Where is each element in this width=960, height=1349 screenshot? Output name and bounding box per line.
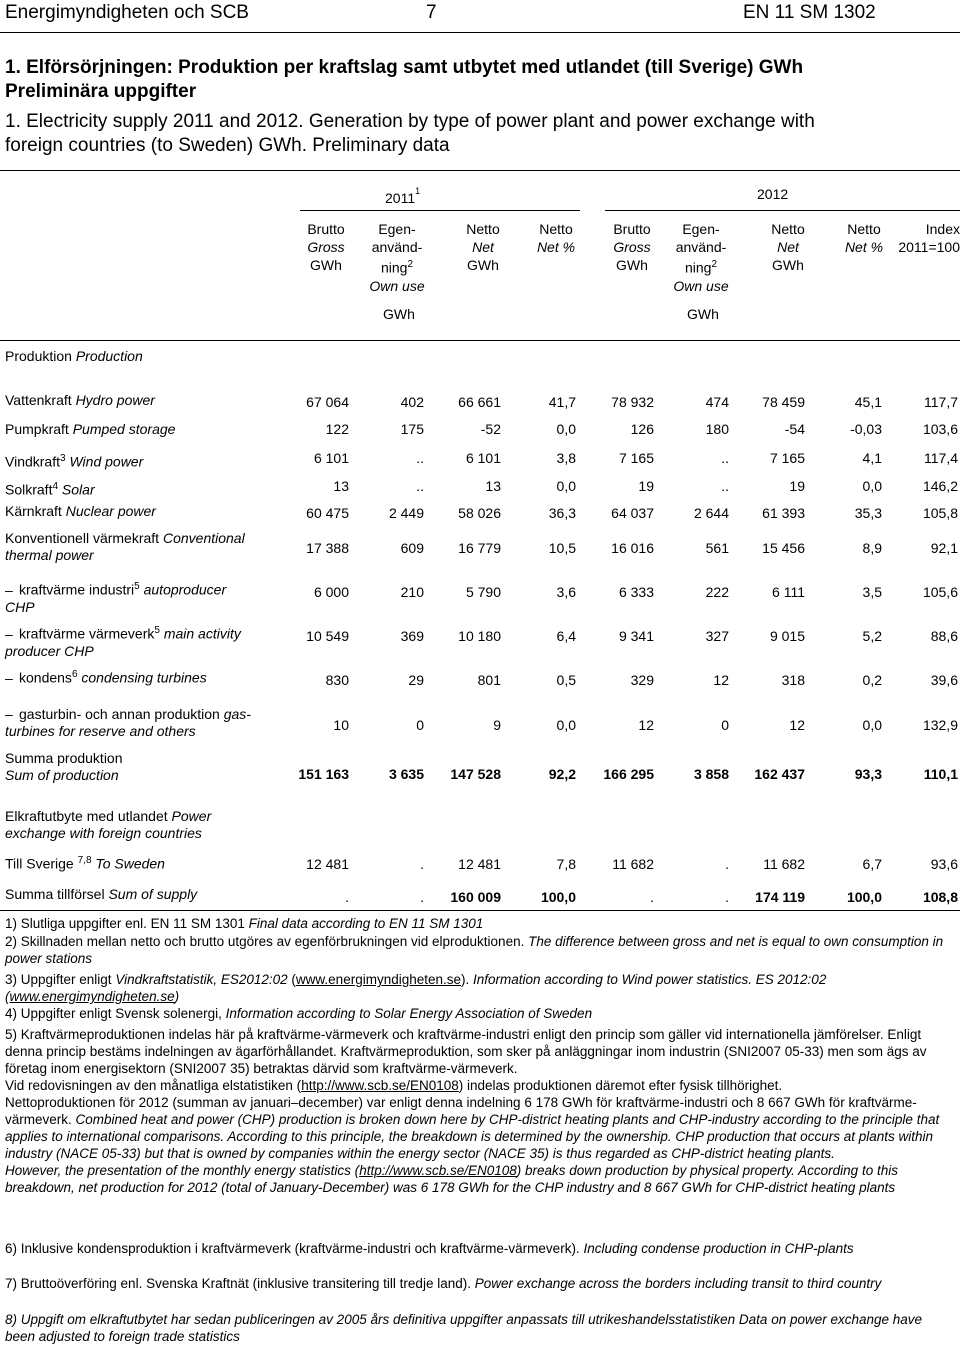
table-cell: 6,7 bbox=[862, 856, 882, 872]
footnote-text-en: Including condense production in CHP-plants bbox=[583, 1241, 854, 1256]
row-label bbox=[5, 503, 265, 520]
table-cell: 45,1 bbox=[854, 394, 882, 410]
table-cell: 7 165 bbox=[769, 450, 805, 466]
footnote-6 bbox=[5, 1240, 953, 1257]
col-label: Egen- bbox=[682, 221, 720, 237]
table-cell: 103,6 bbox=[922, 421, 958, 437]
table-cell: 609 bbox=[400, 540, 424, 556]
footnote-text: ( bbox=[287, 972, 296, 987]
row-note: 4 bbox=[52, 481, 59, 492]
row-label bbox=[5, 530, 270, 564]
footnote-4 bbox=[5, 1005, 953, 1022]
table-cell: . bbox=[345, 889, 349, 905]
title-en-line2: foreign countries (to Sweden) GWh. Preliminary data bbox=[5, 135, 450, 156]
row-label-sv: Konventionell värmekraft bbox=[5, 530, 163, 546]
row-label-sv: Vattenkraft bbox=[5, 392, 76, 408]
row-label bbox=[5, 808, 260, 842]
table-cell: 6 111 bbox=[772, 584, 805, 600]
table-cell: 162 437 bbox=[754, 766, 805, 782]
footnote-text-en: Information according to Wind power statistics. ES 2012:02 ( bbox=[5, 972, 827, 1004]
table-cell: 151 163 bbox=[298, 766, 349, 782]
indent-dash: – bbox=[5, 625, 13, 642]
energimyndigheten-link[interactable]: www.energimyndigheten.se bbox=[295, 972, 462, 987]
table-cell: . bbox=[650, 889, 654, 905]
table-cell: 108,8 bbox=[922, 889, 958, 905]
table-cell: 117,4 bbox=[924, 450, 958, 466]
row-label bbox=[5, 666, 265, 687]
table-cell: 222 bbox=[705, 584, 729, 600]
col-netto-2012 bbox=[760, 220, 816, 274]
table-cell: 474 bbox=[705, 394, 729, 410]
table-cell: . bbox=[725, 889, 729, 905]
col-label: Net bbox=[777, 239, 799, 255]
table-cell: 6 333 bbox=[618, 584, 654, 600]
row-label bbox=[5, 886, 265, 903]
title-sv-line1: 1. Elförsörjningen: Produktion per kraftslag samt utbytet med utlandet (till Sverige) GWh bbox=[5, 57, 804, 78]
row-note: 6 bbox=[71, 669, 78, 680]
table-cell: .. bbox=[721, 450, 729, 466]
footnote-text: 8) Uppgift om elkraftutbytet har sedan publiceringen av 2005 års definitiva uppgifter anpassats till utrikeshandelsstatistiken bbox=[5, 1312, 739, 1327]
footnote-text: 5) Kraftvärmeproduktionen indelas här på kraftvärme-värmeverk och kraftvärme-industri enligt den princip som gäller vid internationella jämförelser. Enligt denna princip bestäms indelningen av ägarförhållandet. Kraftvärmeproduktion, som sker på anläggningar inom industrin (SNI2007 05-33) men som ägs av företag inom energisektorn (SNI2007 35) betraktas därvid som kraftvärme-värmeverk. bbox=[5, 1027, 927, 1076]
table-cell: 67 064 bbox=[306, 394, 349, 410]
section-production bbox=[5, 348, 143, 364]
title-en-line1: 1. Electricity supply 2011 and 2012. Generation by type of power plant and power exchange with bbox=[5, 111, 815, 132]
row-label bbox=[5, 421, 265, 438]
table-cell: 15 456 bbox=[762, 540, 805, 556]
footnote-2 bbox=[5, 933, 953, 967]
table-cell: 13 bbox=[485, 478, 501, 494]
col-label-ning bbox=[666, 256, 736, 277]
table-cell: 122 bbox=[325, 421, 349, 437]
table-cell: 0,0 bbox=[556, 717, 576, 733]
table-cell: 92,1 bbox=[930, 540, 958, 556]
footnote-text-en: The difference between gross and net is equal to own consumption in power stations bbox=[5, 934, 944, 966]
col-label: använd- bbox=[675, 239, 727, 255]
row-label-en: Power exchange with foreign countries bbox=[5, 808, 212, 841]
table-cell: 19 bbox=[638, 478, 654, 494]
year-2011-note: 1 bbox=[415, 186, 421, 196]
header-bottom-rule bbox=[0, 340, 960, 341]
table-cell: 0,5 bbox=[556, 672, 576, 688]
row-label-sv: Summa tillförsel bbox=[5, 886, 109, 902]
row-label-sv: Summa produktion bbox=[5, 750, 123, 766]
table-cell: 36,3 bbox=[548, 505, 576, 521]
year-2011-rule bbox=[300, 210, 580, 211]
table-cell: 830 bbox=[325, 672, 349, 688]
col-label: Net bbox=[472, 239, 494, 255]
footnote-text: ). bbox=[461, 972, 474, 987]
table-cell: 8,9 bbox=[862, 540, 882, 556]
col-label: Gross bbox=[307, 239, 345, 255]
section-label-en: Production bbox=[75, 348, 143, 364]
table-cell: 9 341 bbox=[618, 628, 654, 644]
row-label-en: Pumped storage bbox=[72, 421, 176, 437]
row-label bbox=[5, 478, 265, 499]
table-cell: 10 549 bbox=[306, 628, 349, 644]
col-unit: GWh bbox=[467, 257, 499, 273]
footnote-5 bbox=[5, 1026, 953, 1196]
table-cell: 7,8 bbox=[556, 856, 576, 872]
table-cell: 561 bbox=[705, 540, 729, 556]
table-cell: 19 bbox=[789, 478, 805, 494]
table-cell: 3 635 bbox=[388, 766, 424, 782]
table-cell: 0,0 bbox=[862, 478, 882, 494]
footnote-text: 4) Uppgifter enligt Svensk solenergi, bbox=[5, 1006, 226, 1021]
col-brutto-2012 bbox=[604, 220, 660, 274]
row-note: 7,8 bbox=[77, 855, 92, 866]
row-label bbox=[5, 392, 265, 409]
col-label: Brutto bbox=[307, 221, 345, 237]
footnote-5-line3 bbox=[5, 1094, 953, 1162]
table-cell: 147 528 bbox=[450, 766, 501, 782]
row-label-sv: Pumpkraft bbox=[5, 421, 73, 437]
table-cell: 6 101 bbox=[465, 450, 501, 466]
table-cell: .. bbox=[416, 450, 424, 466]
row-label-en: autoproducer CHP bbox=[5, 581, 227, 615]
table-cell: . bbox=[420, 889, 424, 905]
table-cell: .. bbox=[416, 478, 424, 494]
col-note: 2 bbox=[711, 259, 718, 270]
table-cell: 16 779 bbox=[458, 540, 501, 556]
row-label-en: Wind power bbox=[69, 453, 144, 470]
table-cell: 93,6 bbox=[930, 856, 958, 872]
table-cell: 329 bbox=[630, 672, 654, 688]
table-cell: 0,0 bbox=[862, 717, 882, 733]
table-cell: 35,3 bbox=[854, 505, 882, 521]
table-cell: 160 009 bbox=[450, 889, 501, 905]
col-label: Gross bbox=[613, 239, 651, 255]
col-own-use-2011 bbox=[362, 220, 432, 295]
table-cell: 11 682 bbox=[612, 856, 654, 872]
row-label-sv: Solkraft bbox=[5, 481, 53, 498]
table-cell: 12 bbox=[638, 717, 654, 733]
table-cell: 78 932 bbox=[611, 394, 654, 410]
table-cell: 10 180 bbox=[458, 628, 501, 644]
footnote-text: 3) Uppgifter enligt bbox=[5, 972, 116, 987]
col-label: Netto bbox=[771, 221, 805, 237]
row-label-en: Sum of production bbox=[5, 767, 119, 783]
footnote-text-en: However, the presentation of the monthly energy statistics ( bbox=[5, 1163, 360, 1178]
table-cell: 3,6 bbox=[556, 584, 576, 600]
col-netto-2011 bbox=[455, 220, 511, 274]
row-label-en: Hydro power bbox=[75, 392, 155, 408]
table-cell: -0,03 bbox=[850, 421, 882, 437]
table-cell: 12 481 bbox=[458, 856, 501, 872]
row-label bbox=[5, 578, 250, 616]
row-label-en: To Sweden bbox=[95, 855, 165, 872]
table-top-rule bbox=[0, 170, 960, 171]
table-cell: 369 bbox=[400, 628, 424, 644]
row-label-en: condensing turbines bbox=[81, 669, 207, 686]
row-label bbox=[5, 450, 265, 471]
col-label-ning bbox=[362, 256, 432, 277]
footnote-5-line2 bbox=[5, 1077, 953, 1094]
col-own-use-unit-2012: GWh bbox=[687, 306, 719, 322]
title-sv-line2: Preliminära uppgifter bbox=[5, 81, 197, 102]
col-label: Egen- bbox=[378, 221, 416, 237]
table-cell: 100,0 bbox=[540, 889, 576, 905]
table-cell: 17 388 bbox=[306, 540, 349, 556]
col-label: ning bbox=[684, 259, 712, 276]
col-label: Index bbox=[925, 221, 960, 237]
table-cell: 0,2 bbox=[862, 672, 882, 688]
table-bottom-rule bbox=[0, 910, 960, 911]
table-cell: 3 858 bbox=[693, 766, 729, 782]
row-label-en: gas-turbines for reserve and others bbox=[5, 706, 251, 739]
col-unit: GWh bbox=[772, 257, 804, 273]
table-cell: 41,7 bbox=[548, 394, 576, 410]
footnote-text-en: Final data according to EN 11 SM 1301 bbox=[248, 916, 484, 931]
table-cell: 801 bbox=[477, 672, 501, 688]
table-cell: 6 000 bbox=[313, 584, 349, 600]
footnote-1 bbox=[5, 915, 953, 932]
footnote-text: Nettoproduktionen för 2012 (summan av januari–december) var enligt denna indelning 6 178 GWh för kraftvärme-industri och 8 667 GWh för kraftvärme-värmeverk. bbox=[5, 1095, 917, 1127]
table-cell: 126 bbox=[630, 421, 654, 437]
indent-dash: – bbox=[5, 581, 13, 598]
row-label-sv: kraftvärme värmeverk bbox=[19, 625, 155, 642]
table-cell: 6,4 bbox=[556, 628, 576, 644]
footnote-text-en: Power exchange across the borders including transit to third country bbox=[474, 1276, 882, 1291]
col-brutto-2011 bbox=[298, 220, 354, 274]
table-cell: 12 bbox=[789, 717, 805, 733]
row-label-sv: kraftvärme industri bbox=[19, 581, 135, 598]
col-index bbox=[886, 220, 960, 256]
footnote-text-en: Data on power exchange have been adjusted to foreign trade statistics bbox=[5, 1312, 923, 1344]
table-cell: 64 037 bbox=[611, 505, 654, 521]
table-cell: 66 661 bbox=[458, 394, 501, 410]
table-cell: 5,2 bbox=[862, 628, 882, 644]
year-2011-heading bbox=[385, 186, 420, 206]
table-cell: 3,5 bbox=[862, 584, 882, 600]
col-note: 2 bbox=[407, 259, 414, 270]
table-cell: 78 459 bbox=[762, 394, 805, 410]
col-label: ning bbox=[380, 259, 408, 276]
table-cell: 11 682 bbox=[763, 856, 805, 872]
table-cell: 0,0 bbox=[556, 478, 576, 494]
year-2012-rule bbox=[605, 210, 960, 211]
table-cell: 0 bbox=[721, 717, 729, 733]
table-cell: 166 295 bbox=[603, 766, 654, 782]
table-cell: 92,2 bbox=[548, 766, 576, 782]
row-label-sv: Till Sverige bbox=[5, 855, 78, 872]
row-label bbox=[5, 852, 265, 873]
row-label-en: Sum of supply bbox=[108, 886, 198, 902]
table-cell: 210 bbox=[400, 584, 424, 600]
footnote-text-en: ) breaks down production by physical property. According to this breakdown, net production for 2012 (total of January-December) was 6 178 GWh for the CHP industry and 8 667 GWh for CHP-district heating plants bbox=[5, 1163, 898, 1195]
row-label-sv: Kärnkraft bbox=[5, 503, 66, 519]
footnote-text: ) indelas produktionen däremot efter fysisk tillhörighet. bbox=[458, 1078, 783, 1093]
table-cell: 110,1 bbox=[923, 766, 958, 782]
table-cell: 132,9 bbox=[922, 717, 958, 733]
footnote-text-en: Combined heat and power (CHP) production is broken down here by CHP-district heating plants and CHP-industry according to the principle that applies to international comparisons. According to this principle, the breakdown is determined by the ownership. CHP production that occurs at plants within industry (NACE 05-33) but that is owned by companies within the energy sector (NACE 35) is thus regarded as CHP-district heating plants. bbox=[5, 1112, 940, 1161]
publisher-header: Energimyndigheten och SCB bbox=[5, 2, 249, 23]
scb-link[interactable]: http://www.scb.se/EN0108 bbox=[359, 1163, 517, 1178]
table-cell: . bbox=[725, 856, 729, 872]
row-label bbox=[5, 622, 260, 660]
col-own-use-unit-2011: GWh bbox=[383, 306, 415, 322]
row-label bbox=[5, 750, 145, 784]
footnote-8 bbox=[5, 1311, 953, 1345]
table-cell: 2 449 bbox=[388, 505, 424, 521]
col-label: 2011=100 bbox=[898, 239, 960, 255]
table-cell: 10,5 bbox=[548, 540, 576, 556]
col-label: Brutto bbox=[613, 221, 651, 237]
energimyndigheten-link[interactable]: www.energimyndigheten.se bbox=[9, 989, 175, 1004]
row-label-en: Conventional thermal power bbox=[5, 530, 245, 563]
table-cell: 58 026 bbox=[458, 505, 501, 521]
row-note: 5 bbox=[154, 625, 160, 636]
footnote-7 bbox=[5, 1275, 953, 1292]
table-cell: 0 bbox=[416, 717, 424, 733]
table-cell: 4,1 bbox=[862, 450, 882, 466]
row-label-en: main activity producer CHP bbox=[5, 625, 241, 659]
footnote-text: 1) Slutliga uppgifter enl. EN 11 SM 1301 bbox=[5, 916, 249, 931]
footnote-text: 6) Inklusive kondensproduktion i kraftvärmeverk (kraftvärme-industri och kraftvärme-värmeverk). bbox=[5, 1241, 584, 1256]
table-cell: 174 119 bbox=[755, 889, 805, 905]
col-label: Netto bbox=[539, 221, 573, 237]
table-cell: 29 bbox=[408, 672, 424, 688]
table-cell: 88,6 bbox=[930, 628, 958, 644]
year-2012-heading: 2012 bbox=[757, 186, 789, 202]
table-cell: 175 bbox=[400, 421, 424, 437]
scb-link[interactable]: http://www.scb.se/EN0108 bbox=[301, 1078, 459, 1093]
table-cell: 93,3 bbox=[854, 766, 882, 782]
table-cell: 16 016 bbox=[611, 540, 654, 556]
footnote-text-en: Information according to Solar Energy Association of Sweden bbox=[225, 1006, 593, 1021]
table-cell: -52 bbox=[480, 421, 501, 437]
table-cell: 3,8 bbox=[556, 450, 576, 466]
row-note: 3 bbox=[60, 453, 66, 464]
col-label: använd- bbox=[371, 239, 423, 255]
row-label-sv: gasturbin- och annan produktion bbox=[19, 706, 220, 722]
table-cell: 39,6 bbox=[930, 672, 958, 688]
col-label: Net % bbox=[536, 239, 576, 255]
row-label-sv: Elkraftutbyte med utlandet bbox=[5, 808, 172, 824]
row-label-en: Nuclear power bbox=[65, 503, 156, 519]
section-label-sv: Produktion bbox=[5, 348, 72, 364]
page-number: 7 bbox=[426, 2, 437, 23]
table-cell: 9 015 bbox=[769, 628, 805, 644]
footnote-text-en: ) bbox=[174, 989, 180, 1004]
series-id: EN 11 SM 1302 bbox=[743, 2, 876, 23]
row-label-en: Solar bbox=[61, 481, 95, 498]
indent-dash: – bbox=[5, 669, 13, 686]
indent-dash: – bbox=[5, 706, 13, 722]
table-cell: 117,7 bbox=[924, 394, 958, 410]
col-label: Net % bbox=[844, 239, 884, 255]
col-label: Netto bbox=[466, 221, 500, 237]
table-cell: 7 165 bbox=[618, 450, 654, 466]
col-label: Own use bbox=[673, 277, 729, 294]
table-cell: 402 bbox=[400, 394, 424, 410]
table-cell: -54 bbox=[784, 421, 805, 437]
row-label-sv: kondens bbox=[19, 669, 72, 686]
footnote-text-en: Vindkraftstatistik, ES2012:02 bbox=[115, 972, 288, 987]
header-rule bbox=[0, 32, 960, 33]
table-cell: 10 bbox=[333, 717, 349, 733]
table-cell: 6 101 bbox=[313, 450, 349, 466]
col-netto-pct-2011 bbox=[528, 220, 584, 256]
table-cell: 146,2 bbox=[922, 478, 958, 494]
table-cell: 0,0 bbox=[556, 421, 576, 437]
col-label: Own use bbox=[369, 277, 425, 294]
footnote-5-line4 bbox=[5, 1162, 953, 1196]
col-unit: GWh bbox=[310, 257, 342, 273]
col-unit: GWh bbox=[616, 257, 648, 273]
footnote-3 bbox=[5, 971, 953, 1005]
row-label-sv: Vindkraft bbox=[5, 453, 60, 470]
table-cell: . bbox=[420, 856, 424, 872]
table-cell: 327 bbox=[705, 628, 729, 644]
table-cell: 9 bbox=[493, 717, 501, 733]
table-cell: .. bbox=[721, 478, 729, 494]
table-cell: 2 644 bbox=[693, 505, 729, 521]
table-cell: 318 bbox=[781, 672, 805, 688]
year-2011-label: 2011 bbox=[385, 190, 416, 206]
table-cell: 12 bbox=[713, 672, 729, 688]
col-own-use-2012 bbox=[666, 220, 736, 295]
row-label bbox=[5, 706, 260, 740]
footnote-text: 2) Skillnaden mellan netto och brutto utgöres av egenförbrukningen vid elproduktionen. bbox=[5, 934, 529, 949]
table-cell: 105,8 bbox=[922, 505, 958, 521]
row-note: 5 bbox=[134, 581, 140, 592]
table-cell: 5 790 bbox=[465, 584, 501, 600]
table-cell: 12 481 bbox=[306, 856, 349, 872]
table-cell: 60 475 bbox=[306, 505, 349, 521]
col-label: Netto bbox=[847, 221, 881, 237]
footnote-text: 7) Bruttoöverföring enl. Svenska Kraftnät (inklusive transitering till tredje land). bbox=[5, 1276, 475, 1291]
footnote-text: Vid redovisningen av den månatliga elstatistiken ( bbox=[5, 1078, 302, 1093]
table-cell: 61 393 bbox=[762, 505, 805, 521]
table-cell: 105,6 bbox=[922, 584, 958, 600]
table-cell: 100,0 bbox=[846, 889, 882, 905]
table-cell: 13 bbox=[333, 478, 349, 494]
col-netto-pct-2012 bbox=[836, 220, 892, 256]
table-cell: 180 bbox=[705, 421, 729, 437]
